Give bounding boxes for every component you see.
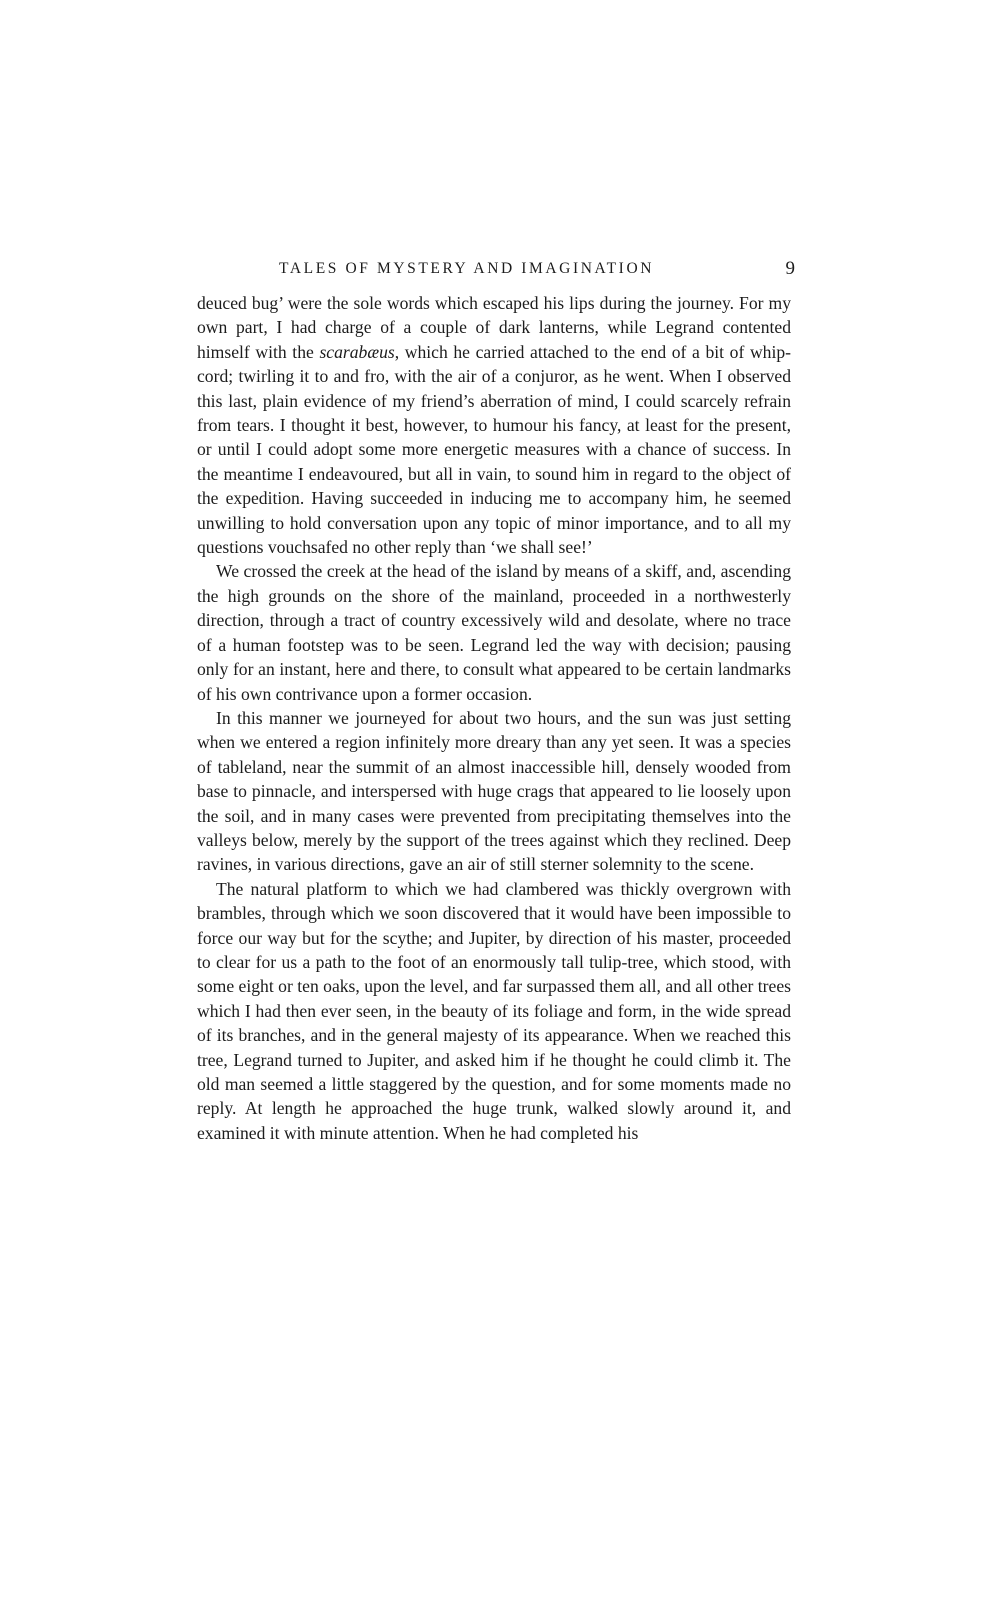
page-number: 9 [785,258,795,279]
paragraph-text: , which he carried attached to the end of a bit of whip-cord; twirling it to and fro, with the air of a conjuror, as he went. When I observed this last, plain evidence of my friend’s aberration of mind, I could scarcely refrain from tears. I thought it best, however, to humour his fancy, at least for the present, or until I could adopt some more energetic measures with a chance of success. In the meantime I endeavoured, but all in vain, to sound him in regard to the object of the expedition. Having succeeded in inducing me to accompany him, he seemed unwilling to hold conversation upon any topic of minor importance, and to all my questions vouchsafed no other reply than ‘we shall see!’ [197,341,791,558]
paragraph-text: deuced bug’ were the sole words which escaped his lips during the journey. For my own part, I had charge of a couple of dark lanterns, while Legrand contented himself with the [197,293,791,362]
running-title: TALES OF MYSTERY AND IMAGINATION [279,260,655,277]
paragraph: We crossed the creek at the head of the island by means of a skiff, and, ascending the high grounds on the shore of the mainland, proceeded in a northwesterly direction, through a tract of country excessively wild and desolate, where no trace of a human footstep was to be seen. Legrand led the way with decision; pausing only for an instant, here and there, to consult what appeared to be certain landmarks of his own contrivance upon a former occasion. [197,561,791,704]
body-text [197,291,791,1145]
paragraph: The natural platform to which we had clambered was thickly overgrown with brambles, through which we soon discovered that it would have been impossible to force our way but for the scythe; and Jupiter, by direction of his master, proceeded to clear for us a path to the foot of an enormously tall tulip-tree, which stood, with some eight or ten oaks, upon the level, and far surpassed them all, and all other trees which I had then ever seen, in the beauty of its foliage and form, in the wide spread of its branches, and in the general majesty of its appearance. When we reached this tree, Legrand turned to Jupiter, and asked him if he thought he could climb it. The old man seemed a little staggered by the question, and for some moments made no reply. At length he approached the huge trunk, walked slowly around it, and examined it with minute attention. When he had completed his [197,878,791,1143]
paragraph: In this manner we journeyed for about two hours, and the sun was just setting when we entered a region infinitely more dreary than any yet seen. It was a species of tableland, near the summit of an almost inaccessible hill, densely wooded from base to pinnacle, and interspersed with huge crags that appeared to lie loosely upon the soil, and in many cases were prevented from precipitating themselves into the valleys below, merely by the support of the trees against which they reclined. Deep ravines, in various directions, gave an air of still sterner solemnity to the scene. [197,707,791,875]
paragraph-continued [197,291,791,559]
running-head [197,258,795,288]
italic-term: scarabæus [319,341,395,362]
